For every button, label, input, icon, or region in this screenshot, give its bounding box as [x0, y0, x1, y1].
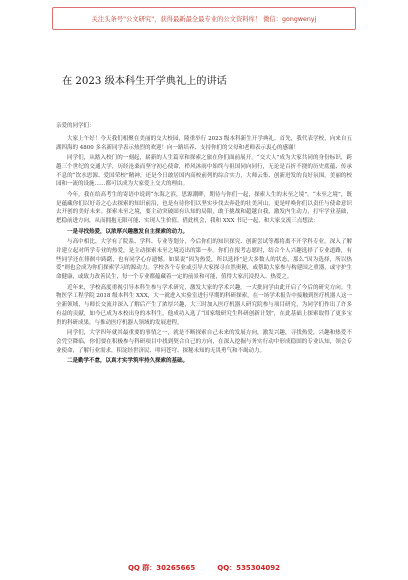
- contact-footer: [0, 563, 408, 573]
- qq-group-label: QQ 群：30265665: [127, 564, 196, 572]
- qq-label: QQ：535304092: [217, 564, 281, 572]
- section-heading: 一是寻找热爱，以浓厚兴趣激发自主探索的动力。: [67, 228, 189, 235]
- promo-banner: [52, 7, 356, 30]
- promo-banner-text: 关注头条号"公文研究"，获得最新最全最专业的公文资料库！ 微信：gongwenyj: [91, 16, 317, 23]
- document-body: [56, 122, 352, 550]
- section-heading: 二是勤学不怠，以真才实学筑牢持久探索的基础。: [67, 358, 189, 365]
- paragraph-list: [56, 135, 352, 366]
- body-paragraph: 近年来，学校高度重视引导本科生参与学术研究，激发大家的学术兴趣。一大批同学由此开启了今后的研究方向。生物医学工程学院 2018 级本科生 XXX，大一就进入实验室进行早期的科研探索，在一场学术报告中接触到医疗机器人这一全新领域，与师长交流并深入了解后产生了浓厚兴趣，大三时加入医疗机器人研究院参与项目研究，为同学们作出了许多有益的贡献，如今已成为本校出身的本科生，他成功入选了“国家级研究生科研创新计划”，在此基础上探索取得了更多宝贵的科研成果，与推动医疗机器人领域的发展进程。: [56, 284, 352, 326]
- body-paragraph: 大家上午好！今天我们相聚在美丽的交大校园，隆重举行 2023 级本科新生开学典礼。首先，我代表学校，向来自五湖四海的 4800 多名新同学表示热烈的欢迎！向一路培养、支持你们的父母和老师表示衷心的感谢！: [56, 135, 352, 151]
- salutation: 亲爱的同学们：: [56, 123, 95, 129]
- body-paragraph: 今年，我在给高考生的寄语中说到“东海之滨，思源潮畔，期待与你们一起，探索人生的未至之境”。“未至之境”，既是蕴藏你们以好奇之心去探索的知识前沿，也是有待你们以坚实步伐去奔赴的壮美河山，更是呼唤你们以责任与使命意识去开创的美好未来。探索未至之境，要主动突破固有认知的局限，敢于挑战和超越自我，激发内生动力，打牢学业基础，把稳前进方向，从而拥抱无限可能、实现人生价值。借此机会，我和 XXX 书记一起，和大家交流三点想法：: [56, 191, 352, 225]
- document-title: 在 2023 级本科生开学典礼上的讲话: [62, 75, 227, 87]
- body-paragraph: 与高中相比，大学有了院系、学科、专业等划分，今后你们的知识探究、创新尝试等都将离不开学科专业。深入了解并建立起对所学专业的热爱，是主动探索未至之境迈出的第一步。你们在报考志愿时，结合个人兴趣选择了专业道路，有些同学还在徘徊中踌躇，也有同学心存遗憾。如果说“因为热爱，所以选择”是大多数人的状态，那么“因为选择，所以热爱”则也会成为你们探索学习的源动力。学校各个专业或引导大家探寻自然奥秘，或帮助大家参与构建国之重器，或守护生命健康，或致力改善民生，每一个专业都蕴藏着一定的前景和可能，值得大家沉浸投入、热爱之。: [56, 239, 352, 281]
- body-paragraph: 同学们，从踏入校门的一刻起，崭新的人生篇章和探索之旅在你们面前展开。“交大人”成为大家共同的身份标识，跨越三个世纪的交通大学，历经沧桑而坚守初心使命，栉风沐雨中始终与祖国同向同行，无论是百折不挠的历史底蕴、传承不息的“饮水思源、爱国荣校”精神，还是今日敢居国内高校前列的综合实力，大师云集、创新迸发的良好氛围，美丽的校园和一流的设施……都可以成为大家爱上交大的理由。: [56, 155, 352, 188]
- body-paragraph: 同学们，大学四年就其最重要的事情之一，就是不断探索自己未来的发展方向，激发兴趣，寻找热爱，兴趣和热爱不会凭空降临，你们要在积极参与科研项目中找到契合自己的方向，在深入挖掘与务实行动中形成稳固的专业认知，领会专业使命，了解行业需求，积淀经世济民、叩问苍穹、探秘未知的无畏勇气和不竭动力。: [56, 330, 352, 354]
